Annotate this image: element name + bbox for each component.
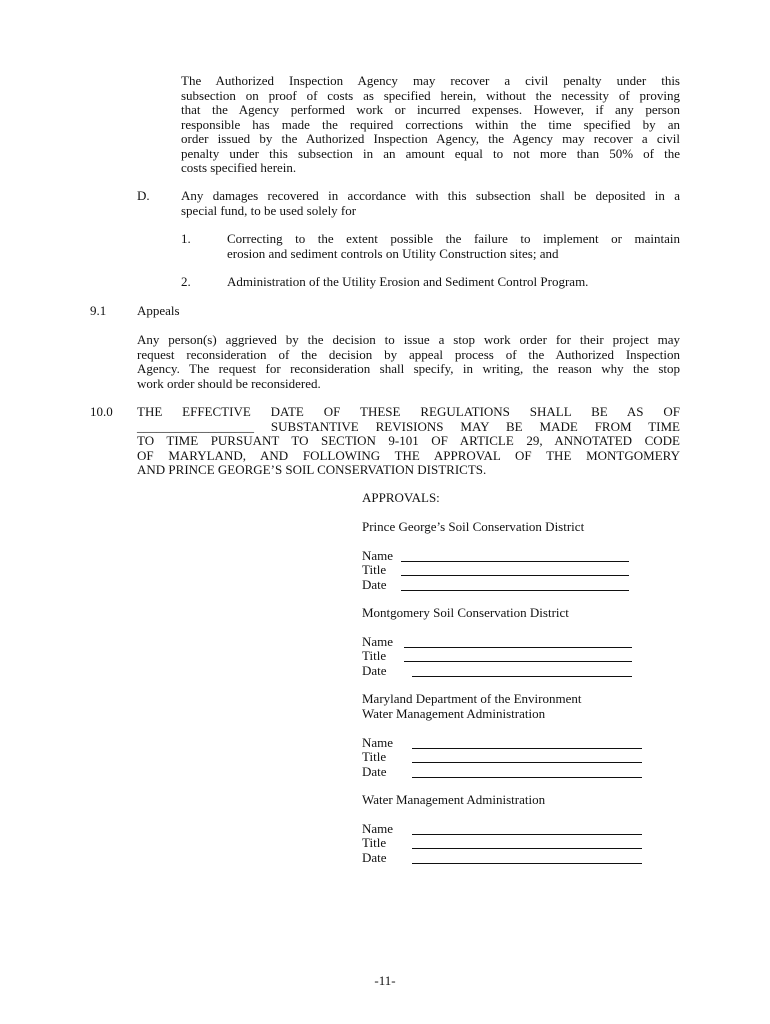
title-label: Title (362, 562, 387, 577)
date-signature-line[interactable] (412, 863, 642, 864)
date-signature-line[interactable] (412, 676, 632, 677)
name-label: Name (362, 821, 394, 836)
title-signature-line[interactable] (412, 848, 642, 849)
page-number: -11- (374, 973, 396, 988)
item-2-marker: 2. (181, 274, 191, 289)
text-line: work order should be reconsidered. (137, 375, 321, 391)
text-line: THE EFFECTIVE DATE OF THESE REGULATIONS SHALL BE AS OF (137, 404, 680, 419)
date-label: Date (362, 764, 387, 779)
title-label: Title (362, 749, 387, 764)
text-line: __________________ SUBSTANTIVE REVISIONS MAY BE MADE FROM TIME (137, 418, 680, 434)
text-line: OF MARYLAND, AND FOLLOWING THE APPROVAL OF THE MONTGOMERY (137, 447, 680, 463)
text-line: request reconsideration of the decision by appeal process of the Authorized Inspection (137, 346, 680, 362)
org-line: Maryland Department of the Environment (362, 691, 582, 706)
item-2-text: Administration of the Utility Erosion and Sediment Control Program. (227, 274, 589, 289)
paragraph-c (181, 74, 680, 176)
org-line: Water Management Administration (362, 705, 546, 721)
approval-org-title (362, 692, 582, 721)
text-line: responsible has made the required corrections within the time specified by an (181, 116, 680, 132)
approval-org-title: Water Management Administration (362, 792, 546, 807)
text-line: AND PRINCE GEORGE’S SOIL CONSERVATION DISTRICTS. (137, 462, 487, 477)
text-line: Any person(s) aggrieved by the decision to issue a stop work order for their project may (137, 332, 680, 347)
approval-org-title: Montgomery Soil Conservation District (362, 605, 569, 620)
text-line: costs specified herein. (181, 160, 297, 175)
title-signature-line[interactable] (401, 575, 629, 576)
section-10-number: 10.0 (90, 404, 113, 419)
title-signature-line[interactable] (412, 762, 642, 763)
name-signature-line[interactable] (412, 748, 642, 749)
approval-org-title: Prince George’s Soil Conservation District (362, 519, 585, 534)
text-line: The Authorized Inspection Agency may recover a civil penalty under this (181, 73, 680, 88)
name-signature-line[interactable] (404, 647, 632, 648)
date-signature-line[interactable] (401, 590, 629, 591)
text-line: Agency. The request for reconsideration shall specify, in writing, the reason why the stop (137, 361, 680, 376)
text-line: special fund, to be used solely for (181, 202, 357, 218)
name-signature-line[interactable] (401, 561, 629, 562)
text-line: penalty under this subsection in an amount equal to not more than 50% of the (181, 145, 680, 161)
item-1-text (227, 232, 680, 261)
title-label: Title (362, 648, 387, 663)
title-label: Title (362, 835, 387, 850)
title-signature-line[interactable] (404, 661, 632, 662)
item-d-text (181, 189, 680, 218)
text-line: Correcting to the extent possible the failure to implement or maintain (227, 231, 680, 246)
text-line: that the Agency performed work or incurred expenses. However, if any person (181, 102, 680, 117)
section-10-body (137, 405, 680, 478)
approvals-heading: APPROVALS: (362, 490, 440, 505)
section-9-1-body (137, 333, 680, 391)
date-label: Date (362, 577, 387, 592)
date-label: Date (362, 850, 387, 865)
section-9-1-number: 9.1 (90, 303, 107, 318)
name-label: Name (362, 548, 394, 563)
text-line: subsection on proof of costs as specified herein, without the necessity of proving (181, 87, 680, 103)
item-d-marker: D. (137, 188, 150, 203)
date-signature-line[interactable] (412, 777, 642, 778)
name-label: Name (362, 735, 394, 750)
text-line: TO TIME PURSUANT TO SECTION 9-101 OF ARTICLE 29, ANNOTATED CODE (137, 433, 680, 448)
text-line: Any damages recovered in accordance with this subsection shall be deposited in a (181, 188, 680, 203)
name-label: Name (362, 634, 394, 649)
item-1-marker: 1. (181, 231, 191, 246)
text-line: erosion and sediment controls on Utility Construction sites; and (227, 245, 559, 261)
text-line: order issued by the Authorized Inspection Agency, the Agency may recover a civil (181, 131, 680, 146)
date-label: Date (362, 663, 387, 678)
section-9-1-heading: Appeals (137, 303, 180, 318)
name-signature-line[interactable] (412, 834, 642, 835)
